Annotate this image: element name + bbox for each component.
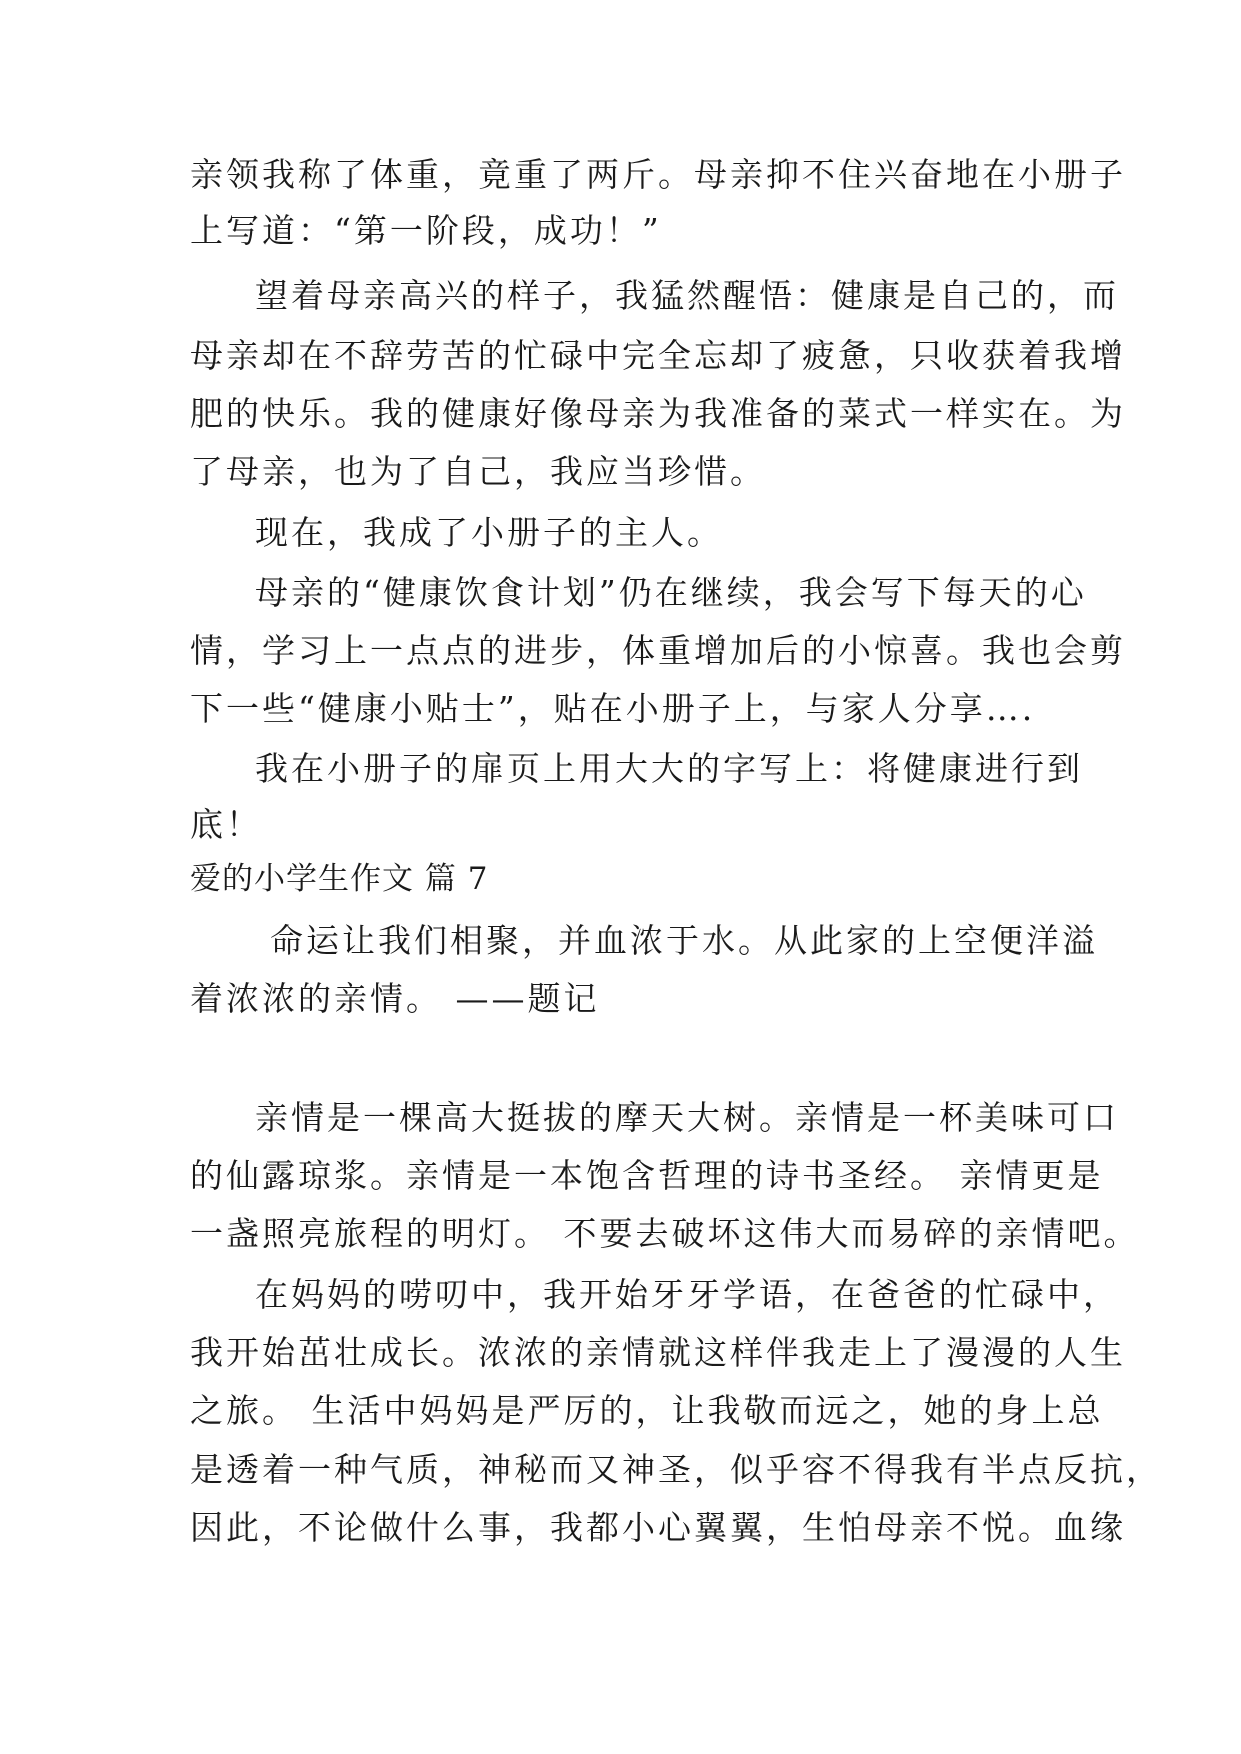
paragraph-line: 亲情是一棵高大挺拔的摩天大树。亲情是一杯美味可口: [255, 1098, 1119, 1137]
paragraph-line: 一盏照亮旅程的明灯。 不要去破坏这伟大而易碎的亲情吧。: [190, 1214, 1140, 1253]
paragraph-line: 着浓浓的亲情。 ——题记: [190, 979, 600, 1018]
paragraph-line: 的仙露琼浆。亲情是一本饱含哲理的诗书圣经。 亲情更是: [190, 1156, 1104, 1195]
paragraph-line: 我开始茁壮成长。浓浓的亲情就这样伴我走上了漫漫的人生: [190, 1333, 1126, 1372]
paragraph-line: 上写道：“第一阶段，成功！”: [190, 211, 662, 250]
paragraph-line: 肥的快乐。我的健康好像母亲为我准备的菜式一样实在。为: [190, 394, 1126, 433]
paragraph-line: 了母亲，也为了自己，我应当珍惜。: [190, 452, 766, 491]
paragraph-line: 在妈妈的唠叨中，我开始牙牙学语，在爸爸的忙碌中，: [255, 1275, 1119, 1314]
section-title: 爱的小学生作文 篇 7: [190, 861, 489, 897]
paragraph-line: 情，学习上一点点的进步，体重增加后的小惊喜。我也会剪: [190, 631, 1126, 670]
paragraph-line: 命运让我们相聚，并血浓于水。从此家的上空便洋溢: [270, 921, 1098, 960]
paragraph-line: 母亲的“健康饮食计划”仍在继续，我会写下每天的心: [255, 573, 1087, 612]
paragraph-line: 之旅。 生活中妈妈是严厉的，让我敬而远之，她的身上总: [190, 1391, 1104, 1430]
paragraph-line: 是透着一种气质，神秘而又神圣，似乎容不得我有半点反抗，: [190, 1450, 1162, 1489]
paragraph-line: 底！: [190, 805, 262, 844]
paragraph-line: 我在小册子的扉页上用大大的字写上：将健康进行到: [255, 749, 1083, 788]
paragraph-line: 母亲却在不辞劳苦的忙碌中完全忘却了疲惫，只收获着我增: [190, 336, 1126, 375]
paragraph-line: 下一些“健康小贴士”，贴在小册子上，与家人分享….: [190, 689, 1036, 728]
paragraph-line: 望着母亲高兴的样子，我猛然醒悟：健康是自己的，而: [255, 276, 1119, 315]
paragraph-line: 因此，不论做什么事，我都小心翼翼，生怕母亲不悦。血缘: [190, 1508, 1126, 1547]
paragraph-line: 亲领我称了体重，竟重了两斤。母亲抑不住兴奋地在小册子: [190, 155, 1126, 194]
paragraph-line: 现在，我成了小册子的主人。: [255, 513, 723, 552]
